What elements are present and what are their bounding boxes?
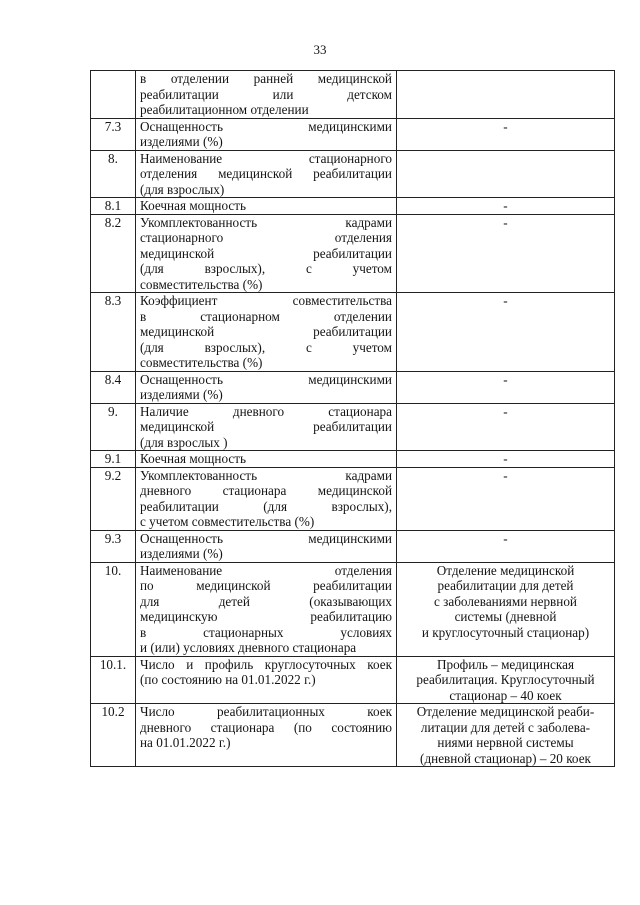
row-number: 8.2 <box>91 214 136 293</box>
indicator-name-line: Наименование стационарного <box>140 150 392 166</box>
value-line: реабилитации для детей <box>437 578 574 593</box>
indicator-name-line: медицинской реабилитации <box>140 419 392 434</box>
row-value <box>397 403 615 451</box>
value-line: системы (дневной <box>454 609 557 624</box>
row-number: 7.3 <box>91 118 136 150</box>
value-line: - <box>503 371 508 387</box>
row-indicator-name <box>136 214 397 293</box>
row-number: 8. <box>91 150 136 198</box>
value-line: - <box>503 198 508 213</box>
row-indicator-name <box>136 562 397 656</box>
indicator-name-line: изделиями (%) <box>140 387 223 402</box>
indicator-name-line: реабилитационном отделении <box>140 102 309 117</box>
row-number: 9.2 <box>91 467 136 530</box>
indicator-name-line: Коэффициент совместительства <box>140 293 392 308</box>
row-value <box>397 293 615 372</box>
table-row <box>91 403 615 451</box>
indicator-name-line: в стационарных условиях <box>140 624 392 640</box>
indicator-name-line: (для взрослых), с учетом <box>140 261 392 276</box>
indicator-name-line: Наименование отделения <box>140 562 392 578</box>
indicator-name-line: для детей (оказывающих <box>140 593 392 609</box>
table-row <box>91 530 615 562</box>
indicator-name-line: совместительства (%) <box>140 355 263 370</box>
indicator-name-line: Оснащенность медицинскими <box>140 371 392 387</box>
value-line: - <box>503 467 508 483</box>
indicator-name-line: Коечная мощность <box>140 198 247 213</box>
indicator-name-line: на 01.01.2022 г.) <box>140 735 231 750</box>
row-value <box>397 704 615 767</box>
indicator-name-line: Оснащенность медицинскими <box>140 530 392 546</box>
row-indicator-name <box>136 403 397 451</box>
row-number: 10.1. <box>91 656 136 704</box>
row-value <box>397 118 615 150</box>
indicator-name-line: Оснащенность медицинскими <box>140 118 392 134</box>
row-value <box>397 150 615 198</box>
row-value <box>397 371 615 403</box>
indicator-name-line: (по состоянию на 01.01.2022 г.) <box>140 672 316 687</box>
row-value <box>397 656 615 704</box>
value-line: стационар – 40 коек <box>449 687 562 703</box>
row-number: 9.3 <box>91 530 136 562</box>
row-indicator-name <box>136 118 397 150</box>
indicator-name-line: и (или) условиях дневного стационара <box>140 640 357 655</box>
table-body <box>91 71 615 767</box>
row-indicator-name <box>136 451 397 468</box>
indicator-name-line: медицинскую реабилитацию <box>140 609 392 624</box>
indicator-name-line: в стационарном отделении <box>140 308 392 324</box>
indicator-name-line: реабилитации (для взрослых), <box>140 498 392 514</box>
indicator-name-line: с учетом совместительства (%) <box>140 514 315 529</box>
value-line: - <box>503 530 508 546</box>
indicator-name-line: Число и профиль круглосуточных коек <box>140 656 392 672</box>
row-number: 8.4 <box>91 371 136 403</box>
row-indicator-name <box>136 150 397 198</box>
indicators-table <box>90 70 615 767</box>
table-row <box>91 656 615 704</box>
indicator-name-line: Коечная мощность <box>140 451 247 466</box>
indicator-name-line: Число реабилитационных коек <box>140 704 392 719</box>
table-row <box>91 451 615 468</box>
indicator-name-line: (для взрослых) <box>140 181 225 197</box>
row-number: 9.1 <box>91 451 136 468</box>
value-line: (дневной стационар) – 20 коек <box>420 750 591 766</box>
indicator-name-line: отделения медицинской реабилитации <box>140 166 392 181</box>
indicator-name-line: стационарного отделения <box>140 230 392 245</box>
table-row <box>91 562 615 656</box>
row-value <box>397 562 615 656</box>
row-value <box>397 71 615 119</box>
table-row <box>91 198 615 215</box>
table-row <box>91 150 615 198</box>
row-indicator-name <box>136 371 397 403</box>
row-number: 8.1 <box>91 198 136 215</box>
row-value <box>397 451 615 468</box>
value-line: - <box>503 293 508 308</box>
table-row <box>91 371 615 403</box>
row-indicator-name <box>136 704 397 767</box>
row-indicator-name <box>136 71 397 119</box>
indicator-name-line: изделиями (%) <box>140 546 223 561</box>
indicator-name-line: (для взрослых), с учетом <box>140 339 392 355</box>
table-row <box>91 467 615 530</box>
indicator-name-line: дневного стационара (по состоянию <box>140 719 392 735</box>
indicator-name-line: дневного стационара медицинской <box>140 483 392 498</box>
value-line: - <box>503 403 508 419</box>
value-line: - <box>503 214 508 230</box>
row-value <box>397 530 615 562</box>
value-line: - <box>503 451 508 466</box>
value-line: и круглосуточный стационар) <box>421 624 590 640</box>
row-indicator-name <box>136 530 397 562</box>
table-row <box>91 704 615 767</box>
indicator-name-line: совместительства (%) <box>140 276 263 292</box>
indicator-name-line: изделиями (%) <box>140 134 223 149</box>
value-line: - <box>503 118 508 134</box>
row-number: 9. <box>91 403 136 451</box>
row-number <box>91 71 136 119</box>
indicator-name-line: медицинской реабилитации <box>140 245 392 261</box>
row-value <box>397 467 615 530</box>
indicator-name-line: (для взрослых ) <box>140 434 228 450</box>
value-line: с заболеваниями нервной <box>433 593 577 609</box>
table-row <box>91 118 615 150</box>
value-line: Отделение медицинской <box>436 562 575 578</box>
page-number: 33 <box>313 42 327 57</box>
table-row <box>91 71 615 119</box>
indicator-name-line: медицинской реабилитации <box>140 324 392 339</box>
row-number: 10. <box>91 562 136 656</box>
value-line: Отделение медицинской реаби- <box>416 704 595 719</box>
indicator-name-line: Наличие дневного стационара <box>140 403 392 419</box>
value-line: реабилитация. Круглосуточный <box>416 672 595 687</box>
table-row <box>91 293 615 372</box>
indicator-name-line: в отделении ранней медицинской <box>140 71 392 86</box>
row-indicator-name <box>136 198 397 215</box>
indicator-name-line: реабилитации или детском <box>140 86 392 102</box>
row-value <box>397 214 615 293</box>
row-value <box>397 198 615 215</box>
row-number: 8.3 <box>91 293 136 372</box>
table-row <box>91 214 615 293</box>
indicator-name-line: по медицинской реабилитации <box>140 578 392 593</box>
row-number: 10.2 <box>91 704 136 767</box>
row-indicator-name <box>136 467 397 530</box>
indicator-name-line: Укомплектованность кадрами <box>140 467 392 483</box>
indicator-name-line: Укомплектованность кадрами <box>140 214 392 230</box>
row-indicator-name <box>136 293 397 372</box>
row-indicator-name <box>136 656 397 704</box>
value-line: ниями нервной системы <box>437 735 574 750</box>
value-line: Профиль – медицинская <box>436 656 575 672</box>
value-line: литации для детей с заболева- <box>420 719 591 735</box>
